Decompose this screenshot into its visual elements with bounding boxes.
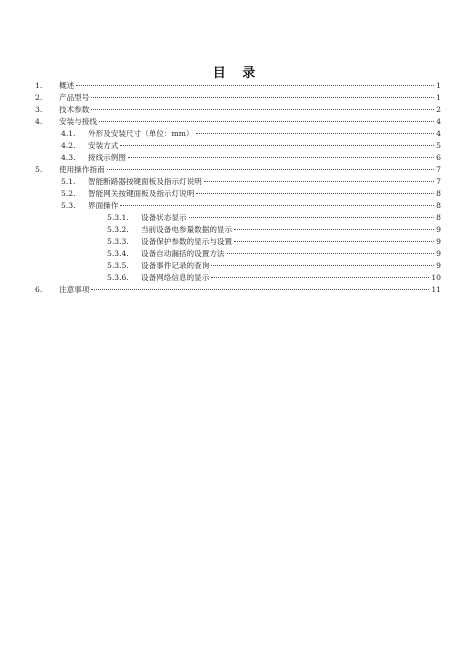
toc-entry-number: 5.1. — [61, 177, 76, 186]
toc-entry-label: 安装与接线 — [59, 117, 97, 126]
toc-leader-dots — [128, 157, 434, 158]
toc-leader-dots — [227, 253, 435, 254]
toc-leader-dots — [204, 181, 434, 182]
toc-leader-dots — [234, 241, 434, 242]
toc-entry-number: 1. — [35, 81, 43, 90]
toc-entry-number: 4.3. — [61, 153, 76, 162]
toc-entry[interactable] — [61, 140, 441, 152]
toc-entry[interactable] — [35, 104, 441, 116]
toc-entry[interactable] — [107, 236, 441, 248]
toc-entry-label: 设备保护参数的显示与设置 — [141, 237, 233, 246]
toc-entry[interactable] — [107, 224, 441, 236]
toc-leader-dots — [120, 145, 434, 146]
toc-entry-page: 8 — [436, 213, 441, 222]
toc-leader-dots — [234, 229, 434, 230]
toc-entry-page: 6 — [436, 153, 441, 162]
toc-entry-page: 1 — [436, 81, 441, 90]
toc-entry-page: 7 — [436, 177, 441, 186]
toc-entry-page: 5 — [436, 141, 441, 150]
toc-entry-number: 2. — [35, 93, 43, 102]
toc-entry[interactable] — [107, 272, 441, 284]
toc-entry-page: 9 — [436, 249, 441, 258]
toc-entry[interactable] — [107, 212, 441, 224]
toc-entry[interactable] — [35, 116, 441, 128]
toc-leader-dots — [107, 169, 435, 170]
toc-entry-number: 5.3.5. — [107, 261, 129, 270]
toc-entry-number: 5.3. — [61, 201, 76, 210]
toc-entry-page: 4 — [436, 129, 441, 138]
toc-entry[interactable] — [61, 188, 441, 200]
toc-entry-page: 8 — [436, 189, 441, 198]
toc-entry[interactable] — [35, 164, 441, 176]
toc-entry-label: 安装方式 — [88, 141, 119, 150]
toc-entry[interactable] — [35, 92, 441, 104]
toc-entry-label: 产品型号 — [59, 93, 90, 102]
toc-entry-page: 11 — [431, 285, 441, 294]
toc-entry-label: 设备事件记录的查询 — [141, 261, 210, 270]
toc-leader-dots — [211, 265, 434, 266]
toc-entry-number: 5.3.2. — [107, 225, 129, 234]
toc-title: 目 录 — [212, 66, 262, 81]
toc-entry[interactable] — [61, 200, 441, 212]
toc-entry-number: 5.3.6. — [107, 273, 129, 282]
toc-entry-label: 界面操作 — [88, 201, 119, 210]
toc-entry-label: 外形及安装尺寸（单位：mm） — [88, 129, 194, 138]
toc-entry-page: 10 — [431, 273, 441, 282]
toc-entry-number: 5. — [35, 165, 43, 174]
toc-leader-dots — [196, 193, 434, 194]
toc-entry-label: 使用操作指南 — [59, 165, 105, 174]
toc-entry-page: 4 — [436, 117, 441, 126]
toc-entry-number: 5.3.3. — [107, 237, 129, 246]
toc-entry-page: 9 — [436, 261, 441, 270]
toc-entry-label: 智能网关按键面板及指示灯说明 — [88, 189, 195, 198]
toc-entry[interactable] — [61, 152, 441, 164]
toc-entry[interactable] — [35, 284, 441, 296]
toc-leader-dots — [120, 205, 434, 206]
toc-leader-dots — [91, 109, 434, 110]
toc-leader-dots — [76, 85, 434, 86]
toc-entry-label: 概述 — [59, 81, 75, 90]
toc-entry-number: 4.1. — [61, 129, 76, 138]
toc-entry-label: 当前设备电参量数据的显示 — [141, 225, 233, 234]
toc-entry[interactable] — [61, 176, 441, 188]
toc-entry-page: 9 — [436, 225, 441, 234]
toc-entry-label: 注意事项 — [59, 285, 90, 294]
toc-entry[interactable] — [61, 128, 441, 140]
toc-entry-number: 5.3.1. — [107, 213, 129, 222]
toc-entry-number: 3. — [35, 105, 43, 114]
toc-entry-label: 设备状态显示 — [141, 213, 187, 222]
toc-entry[interactable] — [107, 260, 441, 272]
toc-entry-page: 8 — [436, 201, 441, 210]
toc-entry-number: 5.2. — [61, 189, 76, 198]
toc-entry-label: 技术参数 — [59, 105, 90, 114]
toc-leader-dots — [196, 133, 435, 134]
toc-entry-page: 2 — [436, 105, 441, 114]
toc-entry-page: 9 — [436, 237, 441, 246]
toc-entry-page: 7 — [436, 165, 441, 174]
toc-leader-dots — [211, 277, 429, 278]
toc-entry-label: 设备自动漏括的设置方法 — [141, 249, 225, 258]
toc-entry-label: 设备网络信息的显示 — [141, 273, 210, 282]
toc-entry-number: 6. — [35, 285, 43, 294]
toc-entry-number: 4.2. — [61, 141, 76, 150]
toc-leader-dots — [91, 289, 429, 290]
toc-entry[interactable] — [107, 248, 441, 260]
toc-entry-label: 智能断路器按键面板及指示灯说明 — [88, 177, 202, 186]
toc-entry-label: 接线示例图 — [88, 153, 126, 162]
toc-entry-page: 1 — [436, 93, 441, 102]
toc-leader-dots — [189, 217, 435, 218]
toc-leader-dots — [91, 97, 434, 98]
toc-entry-number: 5.3.4. — [107, 249, 129, 258]
toc-entry[interactable] — [35, 80, 441, 92]
toc-entry-number: 4. — [35, 117, 43, 126]
toc-leader-dots — [99, 121, 434, 122]
